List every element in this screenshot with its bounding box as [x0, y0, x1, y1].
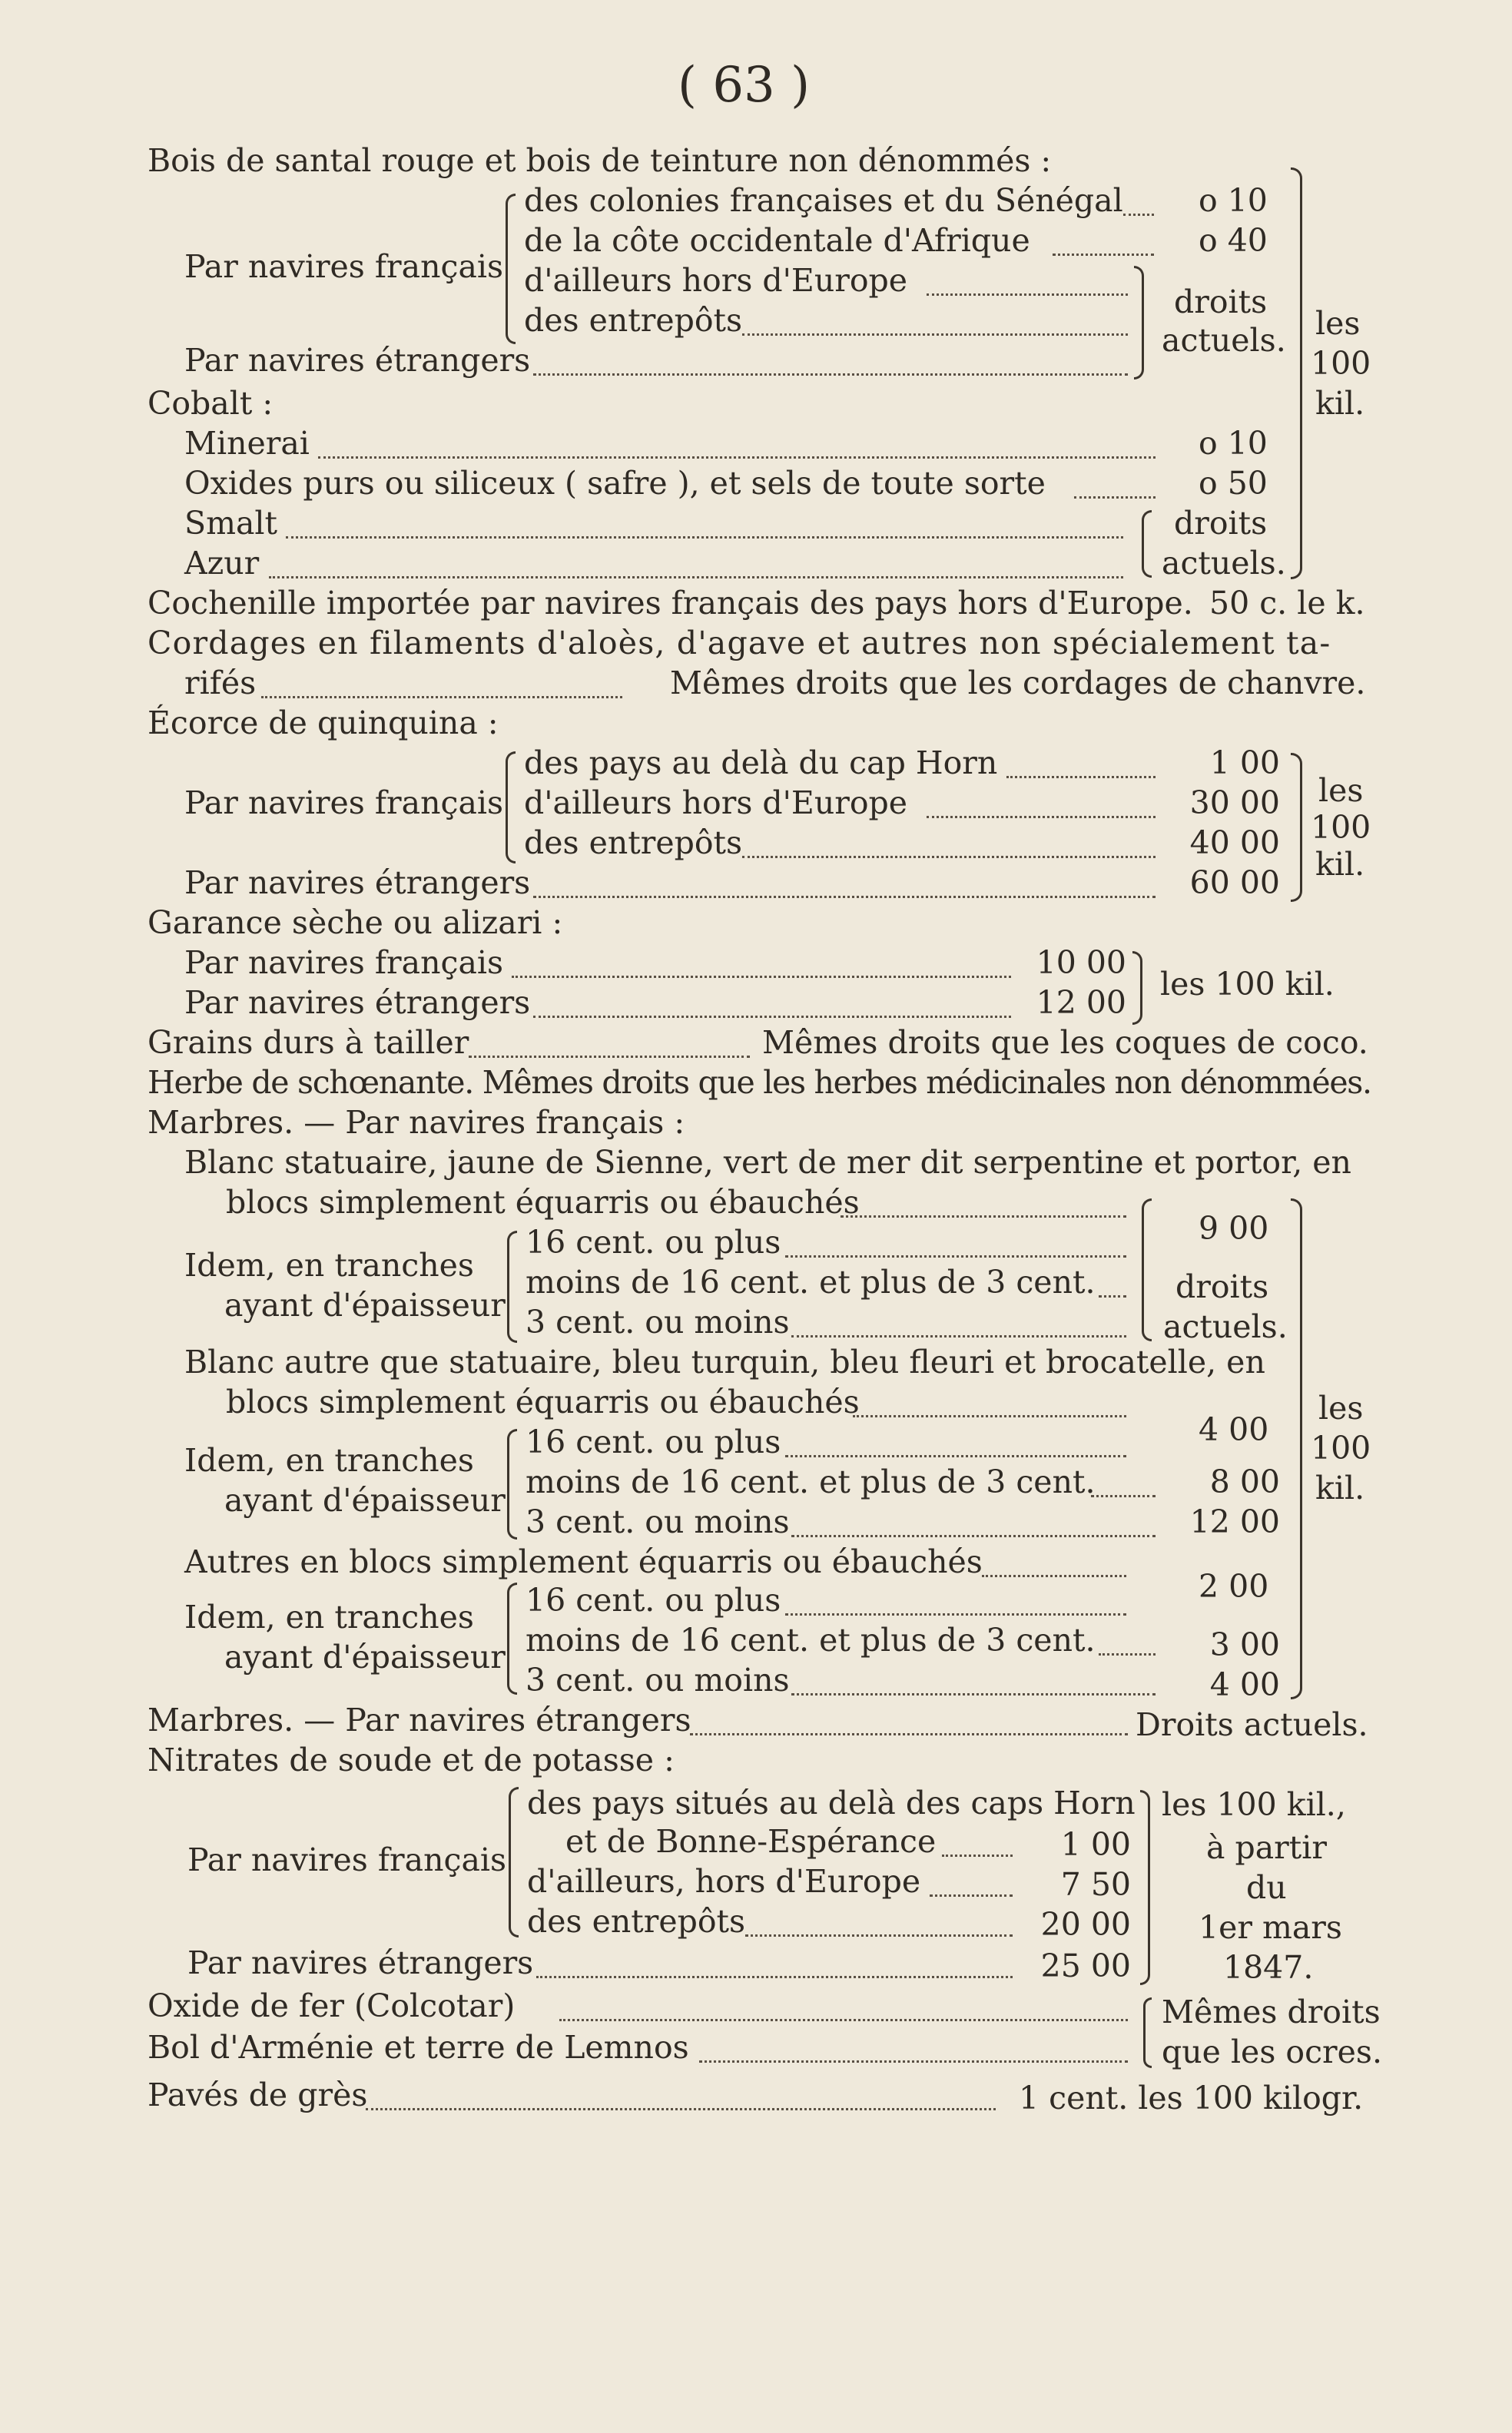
autres-idem-2: ayant d'épaisseur: [224, 1639, 506, 1676]
autre-moins-16: moins de 16 cent. et plus de 3 cent.: [526, 1463, 1096, 1500]
grains-value: Mêmes droits que les coques de coco.: [762, 1024, 1368, 1061]
autres-blocs-value: 2 00: [1199, 1568, 1269, 1605]
dot-leader: [785, 1612, 1126, 1616]
quinquina-etrangers-value: 60 00: [1189, 864, 1280, 901]
cobalt-title: Cobalt :: [148, 385, 274, 422]
autres-16-plus: 16 cent. ou plus: [526, 1582, 781, 1619]
quinquina-entrepots-value: 40 00: [1189, 824, 1280, 861]
santal-droits-1: droits: [1174, 283, 1268, 320]
bol-armenie: Bol d'Arménie et terre de Lemnos: [148, 2029, 689, 2066]
dot-leader: [269, 575, 1123, 578]
nitrates-ailleurs: d'ailleurs, hors d'Europe: [527, 1863, 921, 1900]
dot-leader: [791, 1533, 1156, 1537]
quinquina-horn: des pays au delà du cap Horn: [524, 744, 998, 781]
dot-leader: [469, 1054, 750, 1058]
blanc-statuaire-2: blocs simplement équarris ou ébauchés: [226, 1184, 860, 1221]
autres-blocs: Autres en blocs simplement équarris ou ébauchés: [184, 1543, 983, 1580]
quinquina-fr-brace: [506, 751, 516, 863]
stat-16-plus: 16 cent. ou plus: [526, 1224, 781, 1261]
autre-3-moins: 3 cent. ou moins: [526, 1503, 790, 1540]
blanc-autre-1: Blanc autre que statuaire, bleu turquin, bleu fleuri et brocatelle, en: [184, 1344, 1265, 1381]
marbres-etrangers: Marbres. — Par navires étrangers: [148, 1702, 691, 1739]
cobalt-smalt-value: droits: [1174, 505, 1268, 542]
dot-leader: [1123, 212, 1154, 216]
dot-leader: [286, 535, 1123, 539]
marbres-etrangers-value: Droits actuels.: [1136, 1706, 1368, 1743]
dot-leader: [745, 1933, 1013, 1937]
les-100-kil-brace: [1291, 167, 1302, 579]
blanc-autre-2: blocs simplement équarris ou ébauchés: [226, 1384, 860, 1420]
dot-leader: [261, 694, 622, 698]
stat-idem-brace: [507, 1231, 517, 1343]
marbres-les-2: 100: [1311, 1430, 1371, 1467]
nitrates-fr-brace: [509, 1787, 519, 1937]
nitrates-unit-5: 1847.: [1223, 1949, 1314, 1986]
les-100-kil-3: kil.: [1315, 385, 1365, 422]
dot-leader: [1053, 252, 1154, 256]
quinquina-les-brace: [1291, 753, 1302, 902]
quinquina-ailleurs: d'ailleurs hors d'Europe: [524, 784, 908, 821]
garance-etr-value: 12 00: [1036, 984, 1126, 1021]
nitrates-entrepots-value: 20 00: [1040, 1906, 1131, 1943]
dot-leader: [1091, 1493, 1156, 1497]
nitrates-unit-2: à partir: [1206, 1829, 1327, 1866]
dot-leader: [536, 1974, 1013, 1978]
cobalt-droits-brace: [1142, 510, 1152, 578]
autres-3-moins: 3 cent. ou moins: [526, 1662, 790, 1699]
autres-idem-1: Idem, en tranches: [184, 1599, 474, 1636]
garance-title: Garance sèche ou alizari :: [148, 904, 563, 941]
quinquina-etrangers: Par navires étrangers: [184, 864, 531, 901]
dot-leader: [982, 1573, 1126, 1577]
cordages-2: rifés: [184, 665, 257, 701]
santal-fr-label: Par navires français: [184, 248, 504, 285]
quinquina-horn-value: 1 00: [1209, 744, 1280, 781]
cobalt-azur-value: actuels.: [1162, 545, 1286, 582]
nitrates-etrangers-value: 25 00: [1040, 1947, 1131, 1984]
autres-idem-brace: [507, 1583, 517, 1695]
autre-idem-brace: [507, 1429, 517, 1540]
autres-moins-16-value: 3 00: [1209, 1626, 1280, 1663]
les-100-kil-2: 100: [1311, 345, 1371, 382]
cobalt-smalt: Smalt: [184, 505, 277, 542]
dot-leader: [927, 814, 1156, 818]
dot-leader: [742, 854, 1156, 858]
dot-leader: [512, 974, 1011, 978]
garance-fr: Par navires français: [184, 944, 504, 981]
garance-unit: les 100 kil.: [1160, 966, 1335, 1003]
stat-idem-2: ayant d'épaisseur: [224, 1287, 506, 1324]
cordages-2-value: Mêmes droits que les cordages de chanvre.: [670, 665, 1366, 701]
garance-fr-value: 10 00: [1036, 944, 1126, 981]
dot-leader: [699, 2059, 1128, 2063]
cordages-1: Cordages en filaments d'aloès, d'agave et autres non spécialement ta-: [148, 625, 1331, 661]
nitrates-caps-value: 1 00: [1060, 1826, 1131, 1863]
nitrates-unit-brace: [1140, 1790, 1150, 1985]
stat-idem-1: Idem, en tranches: [184, 1247, 474, 1284]
dot-leader: [533, 372, 1128, 376]
nitrates-unit-3: du: [1246, 1869, 1287, 1906]
oxide-fer: Oxide de fer (Colcotar): [148, 1987, 516, 2024]
dot-leader: [1099, 1294, 1126, 1298]
ocres-brace: [1143, 1997, 1152, 2068]
dot-leader: [1074, 495, 1156, 499]
blanc-statuaire-1: Blanc statuaire, jaune de Sienne, vert de mer dit serpentine et portor, en: [184, 1144, 1351, 1181]
autre-16-plus: 16 cent. ou plus: [526, 1424, 781, 1460]
nitrates-unit-1: les 100 kil.,: [1162, 1786, 1346, 1823]
les-100-kil-1: les: [1315, 305, 1361, 342]
dot-leader: [742, 332, 1128, 336]
santal-colonies-value: o 10: [1199, 182, 1268, 219]
cobalt-azur: Azur: [184, 545, 260, 582]
cobalt-minerai-value: o 10: [1199, 425, 1268, 462]
garance-etr: Par navires étrangers: [184, 984, 531, 1021]
dot-leader: [318, 455, 1156, 459]
autre-idem-1: Idem, en tranches: [184, 1442, 474, 1479]
dot-leader: [927, 292, 1128, 296]
stat-droits-brace: [1142, 1198, 1152, 1341]
cochenille-value: 50 c. le k.: [1209, 585, 1365, 622]
dot-leader: [841, 1214, 1126, 1218]
santal-droits-2: actuels.: [1162, 322, 1286, 359]
nitrates-etrangers: Par navires étrangers: [187, 1944, 534, 1981]
quinquina-fr-label: Par navires français: [184, 784, 504, 821]
santal-fr-brace: [506, 194, 516, 344]
nitrates-unit-4: 1er mars: [1199, 1909, 1342, 1946]
autres-3-moins-value: 4 00: [1209, 1666, 1280, 1703]
autre-3-moins-value: 12 00: [1189, 1503, 1280, 1540]
dot-leader: [366, 2107, 996, 2110]
dot-leader: [791, 1692, 1156, 1695]
cobalt-minerai: Minerai: [184, 425, 310, 462]
marbres-les-brace: [1291, 1198, 1302, 1699]
santal-droits-brace: [1134, 266, 1144, 380]
santal-cote-value: o 40: [1199, 222, 1268, 259]
dot-leader: [942, 1853, 1013, 1857]
autre-moins-16-value: 8 00: [1209, 1463, 1280, 1500]
dot-leader: [785, 1254, 1126, 1258]
page-number: ( 63 ): [678, 57, 811, 114]
santal-cote: de la côte occidentale d'Afrique: [524, 222, 1030, 259]
santal-etrangers: Par navires étrangers: [184, 342, 531, 379]
cobalt-oxides-value: o 50: [1199, 465, 1268, 502]
dot-leader: [785, 1454, 1126, 1457]
quinquina-les-1: les: [1318, 772, 1364, 809]
dot-leader: [1006, 774, 1156, 778]
marbres-les-1: les: [1318, 1390, 1364, 1427]
dot-leader: [791, 1334, 1126, 1337]
paves-gres: Pavés de grès: [148, 2077, 368, 2113]
paves-gres-value: 1 cent. les 100 kilogr.: [1019, 2080, 1364, 2116]
stat-droits-2: actuels.: [1163, 1308, 1288, 1345]
santal-colonies: des colonies françaises et du Sénégal: [524, 182, 1123, 219]
cochenille: Cochenille importée par navires français des pays hors d'Europe.: [148, 585, 1193, 622]
stat-droits-1: droits: [1175, 1268, 1269, 1305]
dot-leader: [853, 1414, 1126, 1417]
cobalt-oxides: Oxides purs ou siliceux ( safre ), et sels de toute sorte: [184, 465, 1046, 502]
santal-entrepots: des entrepôts: [524, 302, 743, 339]
nitrates-entrepots: des entrepôts: [527, 1903, 746, 1940]
herbe: Herbe de schœnante. Mêmes droits que les herbes médicinales non dénommées.: [148, 1064, 1371, 1101]
marbres-les-3: kil.: [1315, 1470, 1365, 1507]
quinquina-les-2: 100: [1311, 809, 1371, 846]
santal-ailleurs: d'ailleurs hors d'Europe: [524, 262, 908, 299]
ocres-1: Mêmes droits: [1162, 1994, 1381, 2030]
dot-leader: [533, 894, 1156, 898]
quinquina-ailleurs-value: 30 00: [1189, 784, 1280, 821]
ocres-2: que les ocres.: [1162, 2034, 1382, 2070]
nitrates-title: Nitrates de soude et de potasse :: [148, 1742, 675, 1778]
dot-leader: [1099, 1652, 1156, 1656]
blanc-autre-value: 4 00: [1199, 1411, 1269, 1448]
santal-title: Bois de santal rouge et bois de teinture non dénommés :: [148, 142, 1052, 179]
nitrates-ailleurs-value: 7 50: [1060, 1866, 1131, 1903]
nitrates-caps-1: des pays situés au delà des caps Horn: [527, 1785, 1136, 1821]
nitrates-fr-label: Par navires français: [187, 1841, 507, 1878]
nitrates-caps-2: et de Bonne-Espérance: [565, 1823, 937, 1860]
autres-moins-16: moins de 16 cent. et plus de 3 cent.: [526, 1622, 1096, 1659]
quinquina-les-3: kil.: [1315, 846, 1365, 883]
grains: Grains durs à tailler: [148, 1024, 469, 1061]
dot-leader: [559, 2017, 1128, 2021]
quinquina-title: Écorce de quinquina :: [148, 704, 499, 741]
blanc-statuaire-value: 9 00: [1199, 1210, 1269, 1247]
stat-3-moins: 3 cent. ou moins: [526, 1304, 790, 1341]
dot-leader: [533, 1014, 1011, 1018]
marbres-title: Marbres. — Par navires français :: [148, 1104, 685, 1141]
dot-leader: [690, 1732, 1128, 1735]
dot-leader: [930, 1893, 1013, 1897]
quinquina-entrepots: des entrepôts: [524, 824, 743, 861]
garance-brace: [1132, 951, 1142, 1025]
stat-moins-16: moins de 16 cent. et plus de 3 cent.: [526, 1264, 1096, 1301]
autre-idem-2: ayant d'épaisseur: [224, 1482, 506, 1519]
